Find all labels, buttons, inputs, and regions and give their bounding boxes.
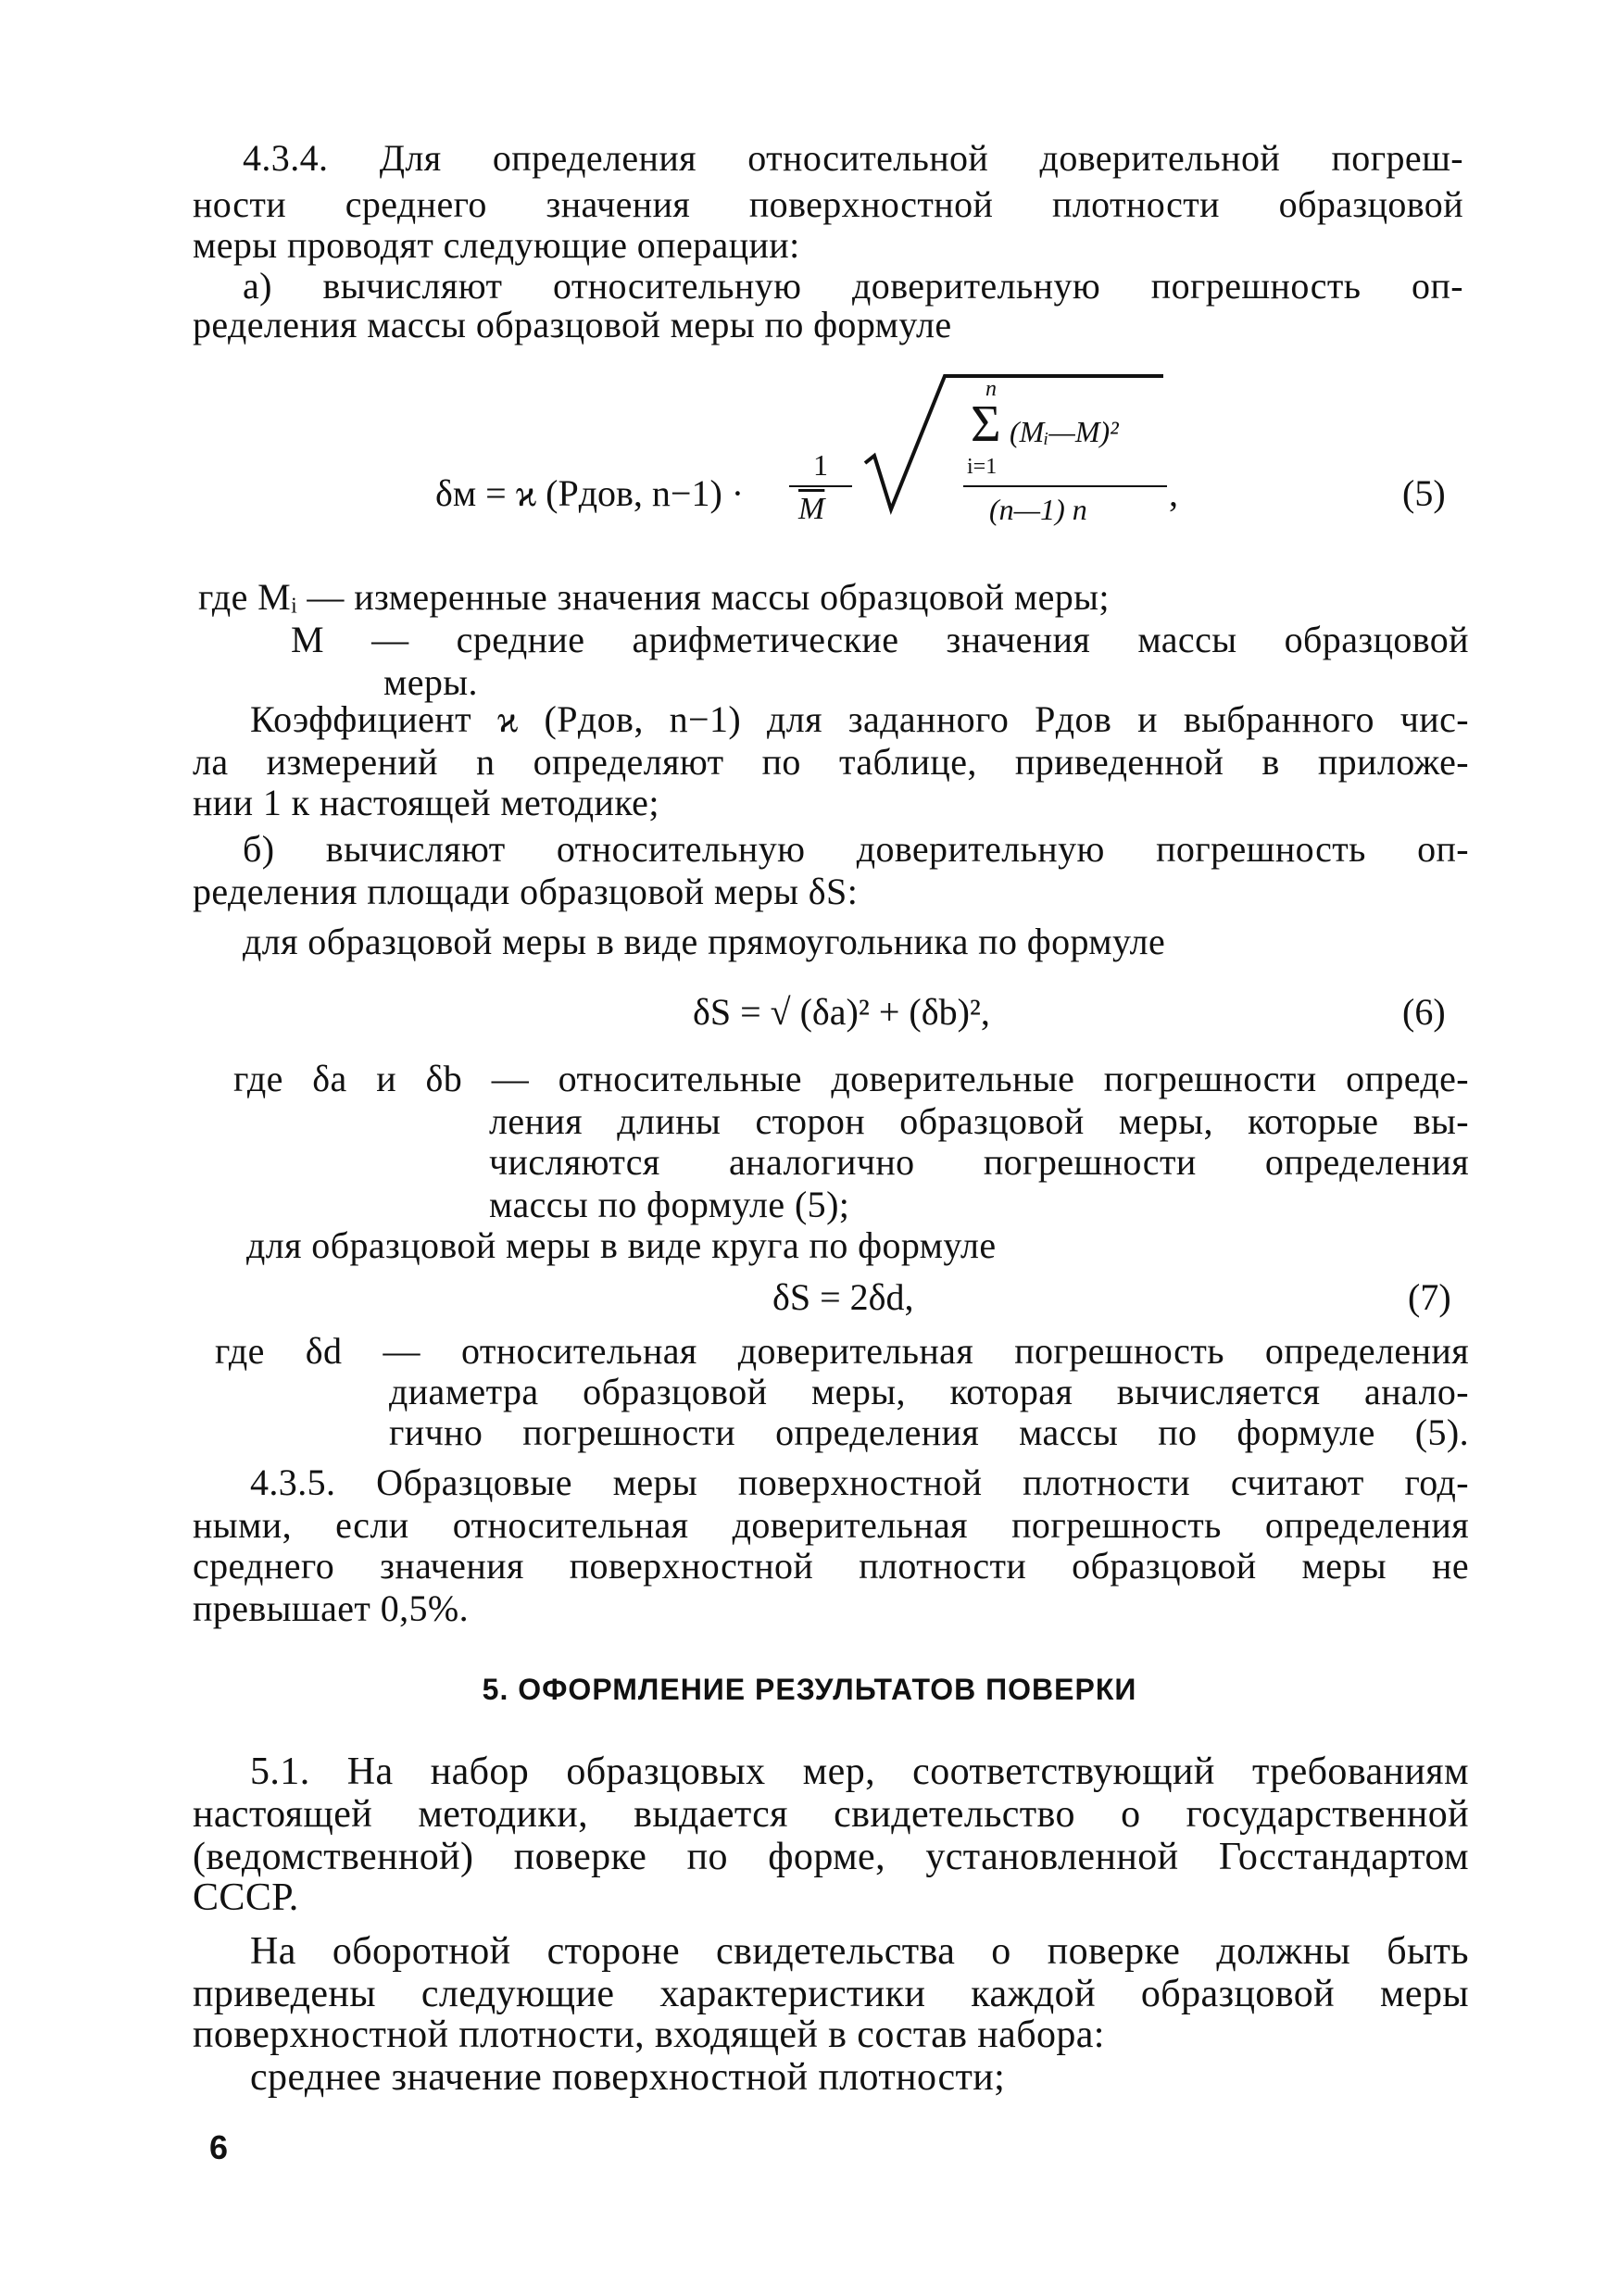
formula-6: δS = √ (δa)² + (δb)², [693, 991, 990, 1033]
where6-line-3: числяются аналогично погрешности определения [489, 1141, 1469, 1183]
where6-line-5: для образцовой меры в виде круга по формуле [246, 1224, 997, 1266]
b-line-3: для образцовой меры в виде прямоугольника по формуле [243, 921, 1166, 962]
where7-line-1: где δd — относительная доверительная погрешность определения [215, 1330, 1469, 1372]
b-line-2: ределения площади образцовой меры δS: [193, 871, 859, 912]
where5-line-1: где Mᵢ — измеренные значения массы образцовой меры; [198, 576, 1110, 618]
formula-5-den: (n—1) n [989, 493, 1087, 526]
p434-line-5: ределения массы образцовой меры по формуле [193, 304, 952, 345]
where7-line-3: гично погрешности определения массы по формуле (5). [389, 1411, 1469, 1453]
coef-line-2: ла измерений n определяют по таблице, приведенной в приложе- [193, 741, 1469, 783]
coef-line-3: нии 1 к настоящей методике; [193, 782, 659, 823]
fraction-bar [963, 485, 1167, 487]
p51-line-4: СССР. [193, 1876, 299, 1919]
b-line-1: б) вычисляют относительную доверительную погрешность оп- [243, 828, 1469, 870]
formula-5-frac-num: 1 [813, 448, 828, 482]
p434-line-2: ности среднего значения поверхностной плотности образцовой [193, 183, 1463, 225]
formula-5-number: (5) [1402, 472, 1446, 514]
formula-7-number: (7) [1408, 1276, 1451, 1318]
p435-line-1: 4.3.5. Образцовые меры поверхностной плотности считают год- [250, 1462, 1469, 1503]
p51-line-3: (ведомственной) поверке по форме, установленной Госстандартом [193, 1836, 1469, 1878]
p52-line-1: На оборотной стороне свидетельства о поверке должны быть [250, 1930, 1469, 1973]
p52-line-4: среднее значение поверхностной плотности; [250, 2056, 1006, 2099]
formula-5-sum-expr: (Mᵢ—M)² [1010, 415, 1119, 448]
formula-7: δS = 2δd, [772, 1276, 914, 1318]
p51-line-1: 5.1. На набор образцовых мер, соответствующий требованиям [250, 1750, 1469, 1793]
p52-line-3: поверхностной плотности, входящей в состав набора: [193, 2014, 1105, 2056]
p435-line-2: ными, если относительная доверительная погрешность определения [193, 1504, 1469, 1546]
p434-line-1: 4.3.4. Для определения относительной доверительной погреш- [243, 137, 1463, 179]
formula-5-lhs: δм = ϰ (Pдов, n−1) · [435, 472, 745, 514]
coef-line-1: Коэффициент ϰ (Pдов, n−1) для заданного Pдов и выбранного чис- [250, 698, 1469, 740]
p434-line-3: меры проводят следующие операции: [193, 224, 800, 266]
where5-line-3: меры. [383, 661, 478, 703]
formula-5-comma: , [1169, 472, 1178, 514]
where7-line-2: диаметра образцовой меры, которая вычисляется анало- [389, 1371, 1469, 1412]
formula-5-sum-bottom: i=1 [967, 455, 998, 479]
formula-6-number: (6) [1402, 991, 1446, 1033]
where6-line-2: ления длины сторон образцовой меры, которые вы- [489, 1100, 1469, 1142]
fraction-bar [789, 485, 852, 487]
p434-line-4: а) вычисляют относительную доверительную погрешность оп- [243, 265, 1463, 307]
where6-line-1: где δa и δb — относительные доверительные погрешности опреде- [233, 1058, 1469, 1099]
where6-line-4: массы по формуле (5); [489, 1184, 850, 1225]
where5-line-2: M — средние арифметические значения массы образцовой [291, 619, 1469, 660]
formula-5-sum-top: n [985, 377, 997, 401]
p435-line-4: превышает 0,5%. [193, 1587, 470, 1629]
page-number: 6 [209, 2128, 229, 2166]
p52-line-2: приведены следующие характеристики каждой образцовой меры [193, 1973, 1469, 2015]
formula-5-sum-sign: Σ [971, 395, 1001, 453]
section-heading: 5. ОФОРМЛЕНИЕ РЕЗУЛЬТАТОВ ПОВЕРКИ [482, 1673, 1137, 1706]
p435-line-3: среднего значения поверхностной плотности образцовой меры не [193, 1545, 1469, 1587]
formula-5-frac-den: $\overline{M}$ [798, 492, 825, 526]
p51-line-2: настоящей методики, выдается свидетельство о государственной [193, 1793, 1469, 1836]
